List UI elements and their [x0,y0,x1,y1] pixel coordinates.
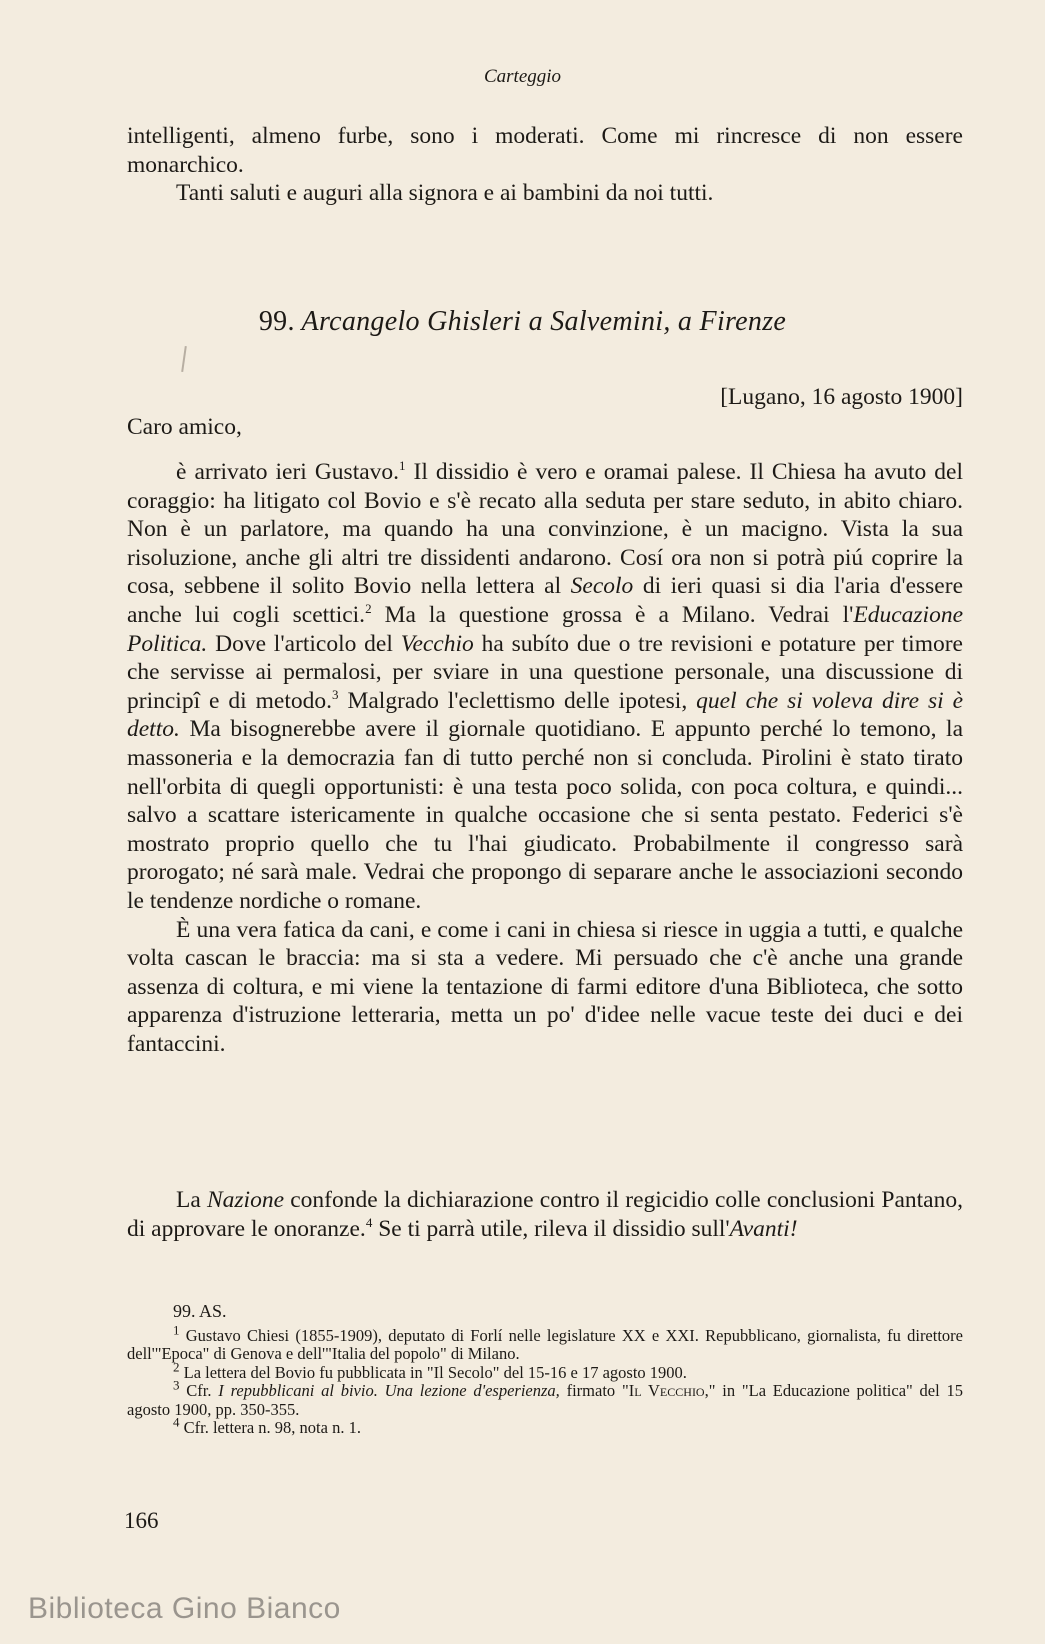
paragraph [127,458,963,916]
dateline: [Lugano, 16 agosto 1900] [720,384,963,410]
text-run: confonde la dichiarazione contro il regicidio colle conclusioni Pantano, di approvare le onoranze. [127,1187,963,1242]
footnote-ref: 4 [365,1214,373,1230]
footnote [127,1377,964,1419]
newspaper-title: Nazione [206,1187,285,1213]
footnote-number: 3 [173,1377,180,1393]
library-watermark: Biblioteca Gino Bianco [28,1592,341,1625]
text-run: Ma bisognerebbe avere il giornale quotidiano. E appunto perché lo temono, la massoneria e la democrazia fan di tutto perché non si concluda. Pirolini è stato tirato nell'orbita di quegli opportunisti: è una testa poco solida, con poca coltura, e quindi... salvo a scattare istericamente in qualche occasione che si senta pestato. Federici s'è mostrato proprio quello che tu l'hai giudicato. Probabilmente il congresso sarà prorogato; né sarà male. Vedrai che propongo di separare anche le associazioni secondo le tendenze nordiche o romane. [127,716,963,914]
letter-body [127,458,963,1058]
footnote-text: La lettera del Bovio fu pubblicata in "Il Secolo" del 15-16 e 17 agosto 1900. [183,1362,687,1382]
page-number: 166 [124,1508,159,1533]
text-run: Ma la questione grossa è a Milano. Vedrai l' [371,601,854,628]
salutation: Caro amico, [127,414,242,440]
footnote-text: Gustavo Chiesi (1855-1909), deputato di Forlí nelle legislature XX e XXI. Repubblicano, giornalista, fu direttore dell'"Epoca" di Genova e dell'"Italia del popolo" di Milano. [127,1325,963,1363]
author-pseudonym: Vecchio [400,630,474,657]
newspaper-title: Secolo [570,573,634,600]
text-run: Se ti parrà utile, rileva il dissidio sull' [372,1215,730,1242]
footnote-number: 4 [173,1414,180,1430]
footnote-ref: 1 [399,458,406,474]
footnote-text: Cfr. lettera n. 98, nota n. 1. [183,1418,361,1437]
author-pseudonym: Il Vecchio [628,1381,705,1400]
emphasis: quel che si voleva dire si è detto. [127,687,964,743]
paragraph: intelligenti, almeno furbe, sono i moderati. Come mi rincresce di non essere monarchico. [127,123,963,178]
text-run: La [176,1187,207,1213]
text-run: Il dissidio è vero e oramai palese. Il Chiesa ha avuto del coraggio: ha litigato col Bovio e s'è recato alla seduta per stare seduto, in abito chiaro. Non è un parlatore, ma quando ha una convinzione, è un macigno. Vista la sua risoluzione, anche gli altri tre dissidenti andarono. Cosí ora non si potrà piú coprire la cosa, sebbene il solito Bovio nella lettera al [127,459,963,600]
footnote-number: 1 [173,1322,180,1337]
scan-mark [181,346,187,372]
letter-heading [0,306,1045,338]
newspaper-title: Avanti! [729,1215,798,1242]
letter-number: 99. [258,306,295,337]
running-head: Carteggio [483,66,562,87]
letter-closing [127,1186,963,1243]
text-run: di ieri quasi si dia l'aria d'essere anche lui cogli scettici. [127,573,963,628]
footnote-text: ," in "La Educazione politica" del 15 agosto 1900, pp. 350-355. [127,1381,964,1419]
footnote-text: firmato " [559,1381,629,1400]
footnote [127,1359,963,1383]
footnote [127,1414,963,1438]
previous-letter-ending [127,122,963,208]
footnote-number: 2 [173,1359,180,1374]
paragraph [127,1186,963,1243]
journal-title: Educazione Politica. [127,601,964,657]
text-run: Dove l'articolo del [207,630,401,657]
letter-title: Arcangelo Ghisleri a Salvemini, a Firenze [301,306,787,337]
text-run: ha subíto due o tre revisioni e potature per timore che servisse ai permalosi, per sviare in una questione personale, una discussione di principî e di metodo. [127,630,963,714]
footnote-text: Cfr. [186,1381,219,1400]
footnote-ref: 2 [365,601,372,617]
source-note: 99. AS. [173,1301,227,1321]
article-title: I repubblicani al bivio. Una lezione d'esperienza, [218,1381,560,1400]
footnotes [127,1302,963,1438]
text-run: Malgrado l'eclettismo delle ipotesi, [338,687,697,714]
footnote-ref: 3 [332,686,339,702]
text-run: è arrivato ieri Gustavo. [176,459,400,485]
paragraph: È una vera fatica da cani, e come i cani in chiesa si riesce in uggia a tutti, e qualche volta cascan le braccia: ma si sta a vedere. Mi persuado che c'è anche una grande assenza di coltura, e mi viene la tentazione di farmi editore d'una Biblioteca, che sotto apparenza d'istruzione letteraria, metta un po' d'idee nelle vacue teste dei duci e dei fantaccini. [127,916,963,1057]
paragraph: Tanti saluti e auguri alla signora e ai bambini da noi tutti. [176,180,714,207]
footnote [127,1322,963,1364]
